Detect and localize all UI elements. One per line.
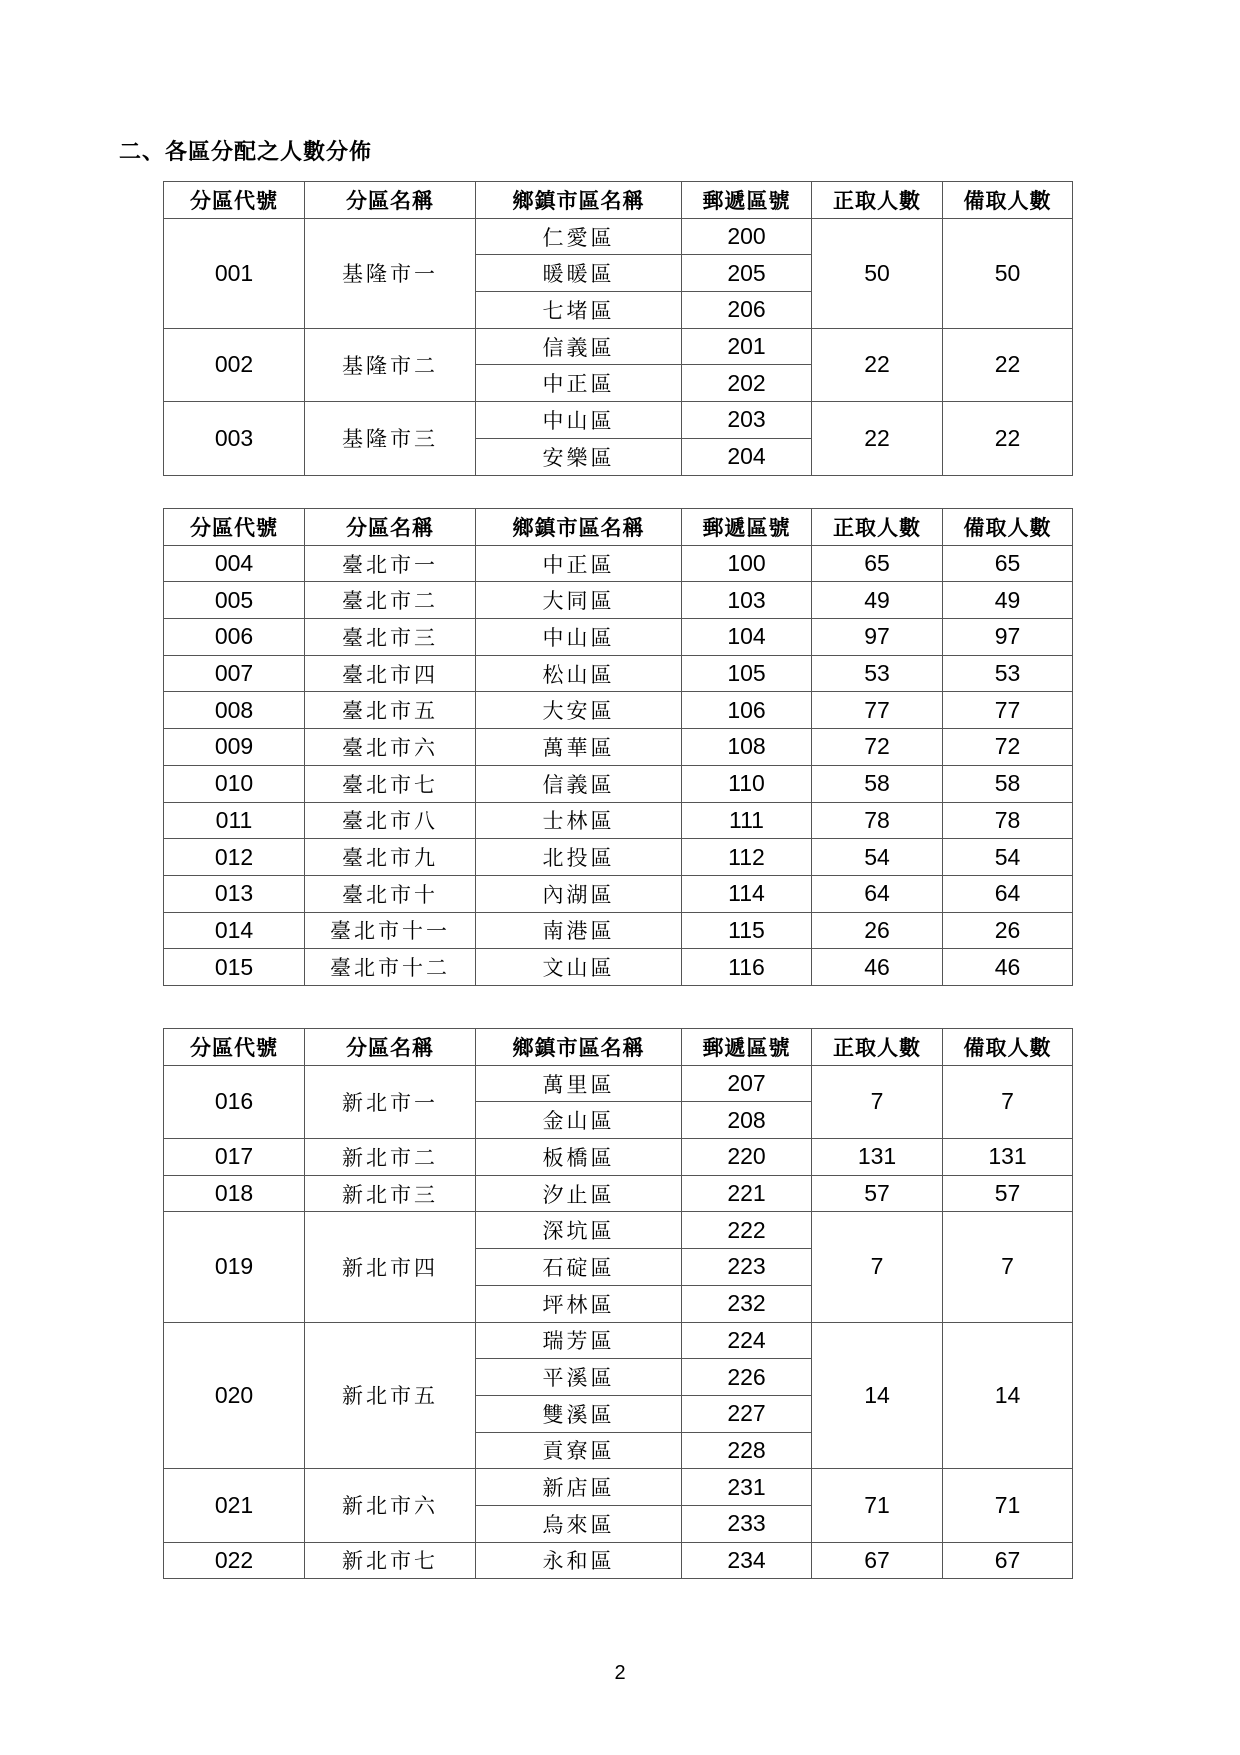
table-row <box>164 912 1073 949</box>
zip-code-cell: 116 <box>682 949 812 986</box>
admit-count-cell: 49 <box>812 582 943 619</box>
table-header-row <box>164 509 1073 546</box>
district-name-cell: 烏來區 <box>476 1505 682 1542</box>
district-name-cell: 安樂區 <box>476 438 682 475</box>
zone-name-cell: 臺北市三 <box>305 619 476 656</box>
admit-count-cell: 50 <box>812 218 943 328</box>
admit-count-cell: 131 <box>812 1139 943 1176</box>
zone-name-cell: 新北市二 <box>305 1139 476 1176</box>
zip-code-cell: 115 <box>682 912 812 949</box>
zip-code-cell: 228 <box>682 1432 812 1469</box>
admit-count-cell: 22 <box>812 328 943 401</box>
district-name-cell: 永和區 <box>476 1542 682 1579</box>
zip-code-cell: 100 <box>682 545 812 582</box>
district-name-cell: 文山區 <box>476 949 682 986</box>
district-name-cell: 內湖區 <box>476 875 682 912</box>
zip-code-cell: 106 <box>682 692 812 729</box>
zone-name-cell: 基隆市三 <box>305 402 476 475</box>
table-row <box>164 692 1073 729</box>
district-name-cell: 大安區 <box>476 692 682 729</box>
reserve-count-cell: 50 <box>943 218 1073 328</box>
zip-code-cell: 206 <box>682 292 812 329</box>
table-row <box>164 1542 1073 1579</box>
reserve-count-cell: 67 <box>943 1542 1073 1579</box>
zip-code-cell: 108 <box>682 729 812 766</box>
district-name-cell: 汐止區 <box>476 1175 682 1212</box>
district-name-cell: 平溪區 <box>476 1359 682 1396</box>
zip-code-cell: 104 <box>682 619 812 656</box>
table-row <box>164 765 1073 802</box>
zone-name-cell: 基隆市二 <box>305 328 476 401</box>
zip-code-cell: 203 <box>682 402 812 439</box>
zip-code-cell: 201 <box>682 328 812 365</box>
district-name-cell: 仁愛區 <box>476 218 682 255</box>
zone-name-cell: 基隆市一 <box>305 218 476 328</box>
zone-name-cell: 臺北市六 <box>305 729 476 766</box>
district-name-cell: 中山區 <box>476 619 682 656</box>
zone-code-cell: 017 <box>164 1139 305 1176</box>
zone-name-cell: 臺北市二 <box>305 582 476 619</box>
admit-count-cell: 58 <box>812 765 943 802</box>
zone-code-cell: 009 <box>164 729 305 766</box>
district-name-cell: 信義區 <box>476 328 682 365</box>
zip-code-cell: 234 <box>682 1542 812 1579</box>
reserve-count-cell: 14 <box>943 1322 1073 1469</box>
zip-code-cell: 204 <box>682 438 812 475</box>
table-row <box>164 545 1073 582</box>
zip-code-cell: 110 <box>682 765 812 802</box>
zip-code-cell: 103 <box>682 582 812 619</box>
reserve-count-cell: 22 <box>943 402 1073 475</box>
reserve-count-cell: 78 <box>943 802 1073 839</box>
zone-name-cell: 新北市三 <box>305 1175 476 1212</box>
district-name-cell: 板橋區 <box>476 1139 682 1176</box>
keelung-allocation-table <box>163 181 1073 476</box>
header-zone-code: 分區代號 <box>164 182 305 219</box>
admit-count-cell: 97 <box>812 619 943 656</box>
zone-name-cell: 臺北市五 <box>305 692 476 729</box>
reserve-count-cell: 49 <box>943 582 1073 619</box>
admit-count-cell: 46 <box>812 949 943 986</box>
zip-code-cell: 202 <box>682 365 812 402</box>
district-name-cell: 貢寮區 <box>476 1432 682 1469</box>
reserve-count-cell: 71 <box>943 1469 1073 1542</box>
district-name-cell: 信義區 <box>476 765 682 802</box>
zone-name-cell: 臺北市八 <box>305 802 476 839</box>
zone-code-cell: 010 <box>164 765 305 802</box>
zone-name-cell: 新北市五 <box>305 1322 476 1469</box>
zip-code-cell: 233 <box>682 1505 812 1542</box>
zip-code-cell: 112 <box>682 839 812 876</box>
header-zone-name: 分區名稱 <box>305 509 476 546</box>
district-name-cell: 士林區 <box>476 802 682 839</box>
admit-count-cell: 14 <box>812 1322 943 1469</box>
district-name-cell: 石碇區 <box>476 1249 682 1286</box>
reserve-count-cell: 7 <box>943 1212 1073 1322</box>
reserve-count-cell: 54 <box>943 839 1073 876</box>
zone-name-cell: 新北市四 <box>305 1212 476 1322</box>
zip-code-cell: 222 <box>682 1212 812 1249</box>
zip-code-cell: 223 <box>682 1249 812 1286</box>
reserve-count-cell: 57 <box>943 1175 1073 1212</box>
table-row <box>164 875 1073 912</box>
table-row <box>164 1065 1073 1102</box>
header-zip-code: 郵遞區號 <box>682 182 812 219</box>
section-heading: 二、各區分配之人數分佈 <box>119 140 373 165</box>
zip-code-cell: 205 <box>682 255 812 292</box>
district-name-cell: 瑞芳區 <box>476 1322 682 1359</box>
header-zone-code: 分區代號 <box>164 509 305 546</box>
taipei-allocation-table <box>163 508 1073 986</box>
admit-count-cell: 26 <box>812 912 943 949</box>
header-district-name: 鄉鎮市區名稱 <box>476 1029 682 1066</box>
table-header-row <box>164 1029 1073 1066</box>
reserve-count-cell: 46 <box>943 949 1073 986</box>
table-row <box>164 218 1073 255</box>
reserve-count-cell: 72 <box>943 729 1073 766</box>
district-name-cell: 深坑區 <box>476 1212 682 1249</box>
district-name-cell: 雙溪區 <box>476 1395 682 1432</box>
zip-code-cell: 226 <box>682 1359 812 1396</box>
table-header-row <box>164 182 1073 219</box>
zip-code-cell: 114 <box>682 875 812 912</box>
reserve-count-cell: 58 <box>943 765 1073 802</box>
table-row <box>164 1322 1073 1359</box>
admit-count-cell: 71 <box>812 1469 943 1542</box>
header-reserve-count: 備取人數 <box>943 1029 1073 1066</box>
table-row <box>164 328 1073 365</box>
table-row <box>164 1469 1073 1506</box>
district-name-cell: 北投區 <box>476 839 682 876</box>
zone-code-cell: 002 <box>164 328 305 401</box>
zip-code-cell: 227 <box>682 1395 812 1432</box>
header-reserve-count: 備取人數 <box>943 182 1073 219</box>
district-name-cell: 南港區 <box>476 912 682 949</box>
zip-code-cell: 208 <box>682 1102 812 1139</box>
table-row <box>164 802 1073 839</box>
table-row <box>164 839 1073 876</box>
reserve-count-cell: 97 <box>943 619 1073 656</box>
table-row <box>164 655 1073 692</box>
header-admit-count: 正取人數 <box>812 182 943 219</box>
district-name-cell: 金山區 <box>476 1102 682 1139</box>
reserve-count-cell: 65 <box>943 545 1073 582</box>
district-name-cell: 坪林區 <box>476 1285 682 1322</box>
admit-count-cell: 7 <box>812 1065 943 1138</box>
header-admit-count: 正取人數 <box>812 1029 943 1066</box>
header-zone-code: 分區代號 <box>164 1029 305 1066</box>
admit-count-cell: 22 <box>812 402 943 475</box>
table-row <box>164 729 1073 766</box>
district-name-cell: 中正區 <box>476 545 682 582</box>
zone-code-cell: 012 <box>164 839 305 876</box>
new-taipei-allocation-table <box>163 1028 1073 1579</box>
district-name-cell: 中山區 <box>476 402 682 439</box>
zone-code-cell: 016 <box>164 1065 305 1138</box>
table-row <box>164 402 1073 439</box>
zone-name-cell: 新北市一 <box>305 1065 476 1138</box>
table-row <box>164 1212 1073 1249</box>
admit-count-cell: 77 <box>812 692 943 729</box>
reserve-count-cell: 64 <box>943 875 1073 912</box>
zone-code-cell: 019 <box>164 1212 305 1322</box>
reserve-count-cell: 53 <box>943 655 1073 692</box>
header-zip-code: 郵遞區號 <box>682 509 812 546</box>
zip-code-cell: 224 <box>682 1322 812 1359</box>
zone-code-cell: 006 <box>164 619 305 656</box>
header-district-name: 鄉鎮市區名稱 <box>476 182 682 219</box>
zone-name-cell: 新北市七 <box>305 1542 476 1579</box>
table-row <box>164 582 1073 619</box>
header-admit-count: 正取人數 <box>812 509 943 546</box>
admit-count-cell: 54 <box>812 839 943 876</box>
zone-name-cell: 臺北市十二 <box>305 949 476 986</box>
zone-code-cell: 005 <box>164 582 305 619</box>
district-name-cell: 大同區 <box>476 582 682 619</box>
zip-code-cell: 220 <box>682 1139 812 1176</box>
reserve-count-cell: 131 <box>943 1139 1073 1176</box>
zip-code-cell: 111 <box>682 802 812 839</box>
reserve-count-cell: 22 <box>943 328 1073 401</box>
zone-name-cell: 新北市六 <box>305 1469 476 1542</box>
zone-code-cell: 022 <box>164 1542 305 1579</box>
reserve-count-cell: 77 <box>943 692 1073 729</box>
admit-count-cell: 72 <box>812 729 943 766</box>
header-district-name: 鄉鎮市區名稱 <box>476 509 682 546</box>
zip-code-cell: 231 <box>682 1469 812 1506</box>
admit-count-cell: 64 <box>812 875 943 912</box>
page-number: 2 <box>614 1662 626 1684</box>
district-name-cell: 萬華區 <box>476 729 682 766</box>
zip-code-cell: 105 <box>682 655 812 692</box>
zone-name-cell: 臺北市十一 <box>305 912 476 949</box>
zone-name-cell: 臺北市一 <box>305 545 476 582</box>
zone-name-cell: 臺北市四 <box>305 655 476 692</box>
header-zip-code: 郵遞區號 <box>682 1029 812 1066</box>
table-row <box>164 1175 1073 1212</box>
zone-code-cell: 015 <box>164 949 305 986</box>
admit-count-cell: 7 <box>812 1212 943 1322</box>
district-name-cell: 新店區 <box>476 1469 682 1506</box>
zip-code-cell: 232 <box>682 1285 812 1322</box>
zone-code-cell: 018 <box>164 1175 305 1212</box>
table-row <box>164 619 1073 656</box>
table-row <box>164 949 1073 986</box>
district-name-cell: 暖暖區 <box>476 255 682 292</box>
zone-code-cell: 011 <box>164 802 305 839</box>
zone-code-cell: 020 <box>164 1322 305 1469</box>
zip-code-cell: 207 <box>682 1065 812 1102</box>
district-name-cell: 中正區 <box>476 365 682 402</box>
zone-name-cell: 臺北市九 <box>305 839 476 876</box>
zone-name-cell: 臺北市七 <box>305 765 476 802</box>
admit-count-cell: 53 <box>812 655 943 692</box>
admit-count-cell: 65 <box>812 545 943 582</box>
header-zone-name: 分區名稱 <box>305 1029 476 1066</box>
zone-code-cell: 007 <box>164 655 305 692</box>
zone-code-cell: 021 <box>164 1469 305 1542</box>
zone-code-cell: 013 <box>164 875 305 912</box>
zone-code-cell: 014 <box>164 912 305 949</box>
admit-count-cell: 57 <box>812 1175 943 1212</box>
district-name-cell: 萬里區 <box>476 1065 682 1102</box>
header-reserve-count: 備取人數 <box>943 509 1073 546</box>
zip-code-cell: 200 <box>682 218 812 255</box>
zip-code-cell: 221 <box>682 1175 812 1212</box>
reserve-count-cell: 26 <box>943 912 1073 949</box>
admit-count-cell: 78 <box>812 802 943 839</box>
admit-count-cell: 67 <box>812 1542 943 1579</box>
zone-code-cell: 001 <box>164 218 305 328</box>
zone-name-cell: 臺北市十 <box>305 875 476 912</box>
district-name-cell: 七堵區 <box>476 292 682 329</box>
zone-code-cell: 003 <box>164 402 305 475</box>
zone-code-cell: 008 <box>164 692 305 729</box>
table-row <box>164 1139 1073 1176</box>
zone-code-cell: 004 <box>164 545 305 582</box>
header-zone-name: 分區名稱 <box>305 182 476 219</box>
reserve-count-cell: 7 <box>943 1065 1073 1138</box>
district-name-cell: 松山區 <box>476 655 682 692</box>
